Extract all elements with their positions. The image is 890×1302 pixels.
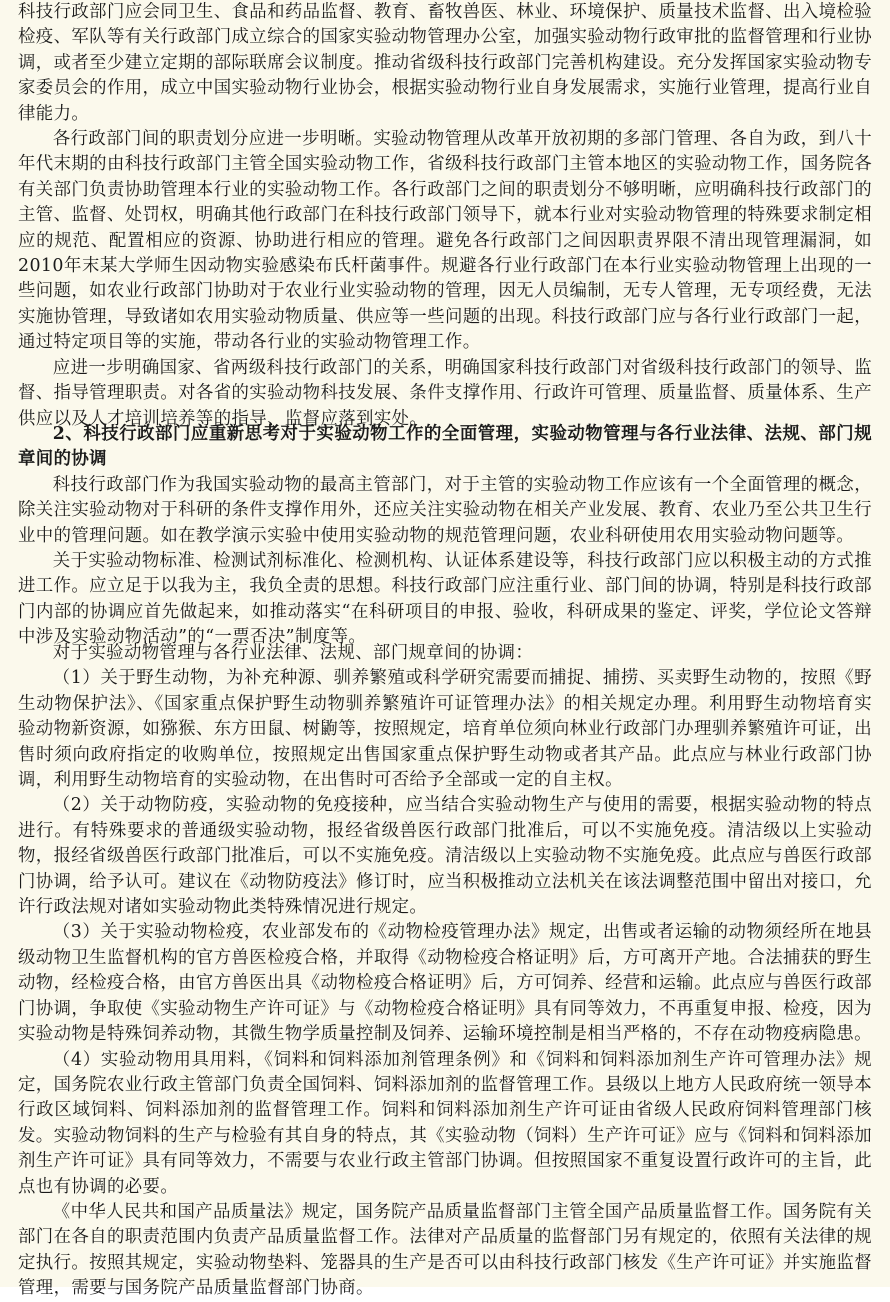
paragraph-wildlife: （1）关于野生动物，为补充种源、驯养繁殖或科学研究需要而捕捉、捕捞、买卖野生动物的，按照《野生动物保护法》、《国家重点保护野生动物驯养繁殖许可证管理办法》的相关规定办理。利用野生动物培育实验动物新资源，如猕猴、东方田鼠、树鼩等，按照规定，培育单位须向林业行政部门办理驯养繁殖许可证，出售时须向政府指定的收购单位，按照规定出售国家重点保护野生动物或者其产品。此点应与林业行政部门协调，利用野生动物培育的实验动物，在出售时可否给予全部或一定的自主权。 — [18, 668, 872, 791]
paragraph-product-quality: 《中华人民共和国产品质量法》规定，国务院产品质量监督部门主管全国产品质量监督工作。国务院有关部门在各自的职责范围内负责产品质量监督工作。法律对产品质量的监督部门另有规定的，依照有关法律的规定执行。按照其规定，实验动物垫料、笼器具的生产是否可以由科技行政部门核发《生产许可证》并实施监督管理，需要与国务院产品质量监督部门协商。 — [18, 1201, 872, 1299]
paragraph-feed: （4）实验动物用具用料，《饲料和饲料添加剂管理条例》和《饲料和饲料添加剂生产许可管理办法》规定，国务院农业行政主管部门负责全国饲料、饲料添加剂的监督管理工作。县级以上地方人民政府统一领导本行政区域饲料、饲料添加剂的监督管理工作。饲料和饲料添加剂生产许可证由省级人民政府饲料管理部门核发。实验动物饲料的生产与检验有其自身的特点，其《实验动物（饲料）生产许可证》应与《饲料和饲料添加剂生产许可证》具有同等效力，不需要与农业行政主管部门协调。但按照国家不重复设置行政许可的主旨，此点也有协调的必要。 — [18, 1049, 872, 1197]
paragraph-2: 各行政部门间的职责划分应进一步明晰。实验动物管理从改革开放初期的多部门管理、各自为政，到八十年代末期的由科技行政部门主管全国实验动物工作，省级科技行政部门主管本地区的实验动物工作，国务院各有关部门负责协助管理本行业的实验动物工作。各行政部门之间的职责划分不够明晰，应明确科技行政部门的主管、监督、处罚权，明确其他行政部门在科技行政部门领导下，就本行业对实验动物管理的特殊要求制定相应的规范、配置相应的资源、协助进行相应的管理。避免各行政部门之间因职责界限不清出现管理漏洞，如2010年末某大学师生因动物实验感染布氏杆菌事件。规避各行业行政部门在本行业实验动物管理上出现的一些问题，如农业行政部门协助对于农业行业实验动物的管理，因无人员编制，无专人管理，无专项经费，无法实施协管理，导致诸如农用实验动物质量、供应等一些问题的出现。科技行政部门应与各行业行政部门一起，通过特定项目等的实施，带动各行业的实验动物管理工作。 — [18, 129, 872, 353]
paragraph-4: 科技行政部门作为我国实验动物的最高主管部门，对于主管的实验动物工作应该有一个全面管理的概念，除关注实验动物对于科研的条件支撑作用外，还应关注实验动物在相关产业发展、教育、农业乃至公共卫生行业中的管理问题。如在教学演示实验中使用实验动物的规范管理问题，农业科研使用农用实验动物问题等。 — [18, 474, 872, 546]
section-heading: 2、科技行政部门应重新思考对于实验动物工作的全面管理，实验动物管理与各行业法律、法规、部门规章间的协调 — [18, 424, 872, 470]
paragraph-epidemic-prevention: （2）关于动物防疫，实验动物的免疫接种，应当结合实验动物生产与使用的需要，根据实验动物的特点进行。有特殊要求的普通级实验动物，报经省级兽医行政部门批准后，可以不实施免疫。清洁级以上实验动物，报经省级兽医行政部门批准后，可以不实施免疫。清洁级以上实验动物不实施免疫。此点应与兽医行政部门协调，给予认可。建议在《动物防疫法》修订时，应当积极推动立法机关在该法调整范围中留出对接口，允许行政法规对诸如实验动物此类特殊情况进行规定。 — [18, 795, 872, 918]
paragraph-5: 关于实验动物标准、检测试剂标准化、检测机构、认证体系建设等，科技行政部门应以积极主动的方式推进工作。应立足于以我为主，我负全责的思想。科技行政部门应注重行业、部门间的协调，特别是科技行政部门内部的协调应首先做起来，如推动落实“在科研项目的申报、验收，科研成果的鉴定、评奖，学位论文答辩中涉及实验动物活动”的“一票否决”制度等。 — [18, 551, 872, 648]
section-coordination — [18, 641, 872, 1302]
section-intro — [18, 0, 872, 432]
paragraph-1: 科技行政部门应会同卫生、食品和药品监督、教育、畜牧兽医、林业、环境保护、质量技术监督、出入境检验检疫、军队等有关行政部门成立综合的国家实验动物管理办公室，加强实验动物行政审批的监督管理和行业协调，或者至少建立定期的部际联席会议制度。推动省级科技行政部门完善机构建设。充分发挥国家实验动物专家委员会的作用，成立中国实验动物行业协会，根据实验动物行业自身发展需求，实施行业管理，提高行业自律能力。 — [18, 2, 872, 124]
paragraph-6: 对于实验动物管理与各行业法律、法规、部门规章间的协调： — [52, 643, 534, 663]
section-2 — [18, 422, 872, 651]
paragraph-3: 应进一步明确国家、省两级科技行政部门的关系，明确国家科技行政部门对省级科技行政部门的领导、监督、指导管理职责。对各省的实验动物科技发展、条件支撑作用、行政许可管理、质量监督、质量体系、生产供应以及人才培训培养等的指导、监督应落到实处。 — [18, 357, 872, 429]
paragraph-quarantine: （3）关于实验动物检疫，农业部发布的《动物检疫管理办法》规定，出售或者运输的动物须经所在地县级动物卫生监督机构的官方兽医检疫合格，并取得《动物检疫合格证明》后，方可离开产地。合法捕获的野生动物，经检疫合格，由官方兽医出具《动物检疫合格证明》后，方可饲养、经营和运输。此点应与兽医行政部门协调，争取使《实验动物生产许可证》与《动物检疫合格证明》具有同等效力，不再重复申报、检疫，因为实验动物是特殊饲养动物，其微生物学质量控制及饲养、运输环境控制是相当严格的，不存在动物疫病隐患。 — [18, 922, 872, 1045]
